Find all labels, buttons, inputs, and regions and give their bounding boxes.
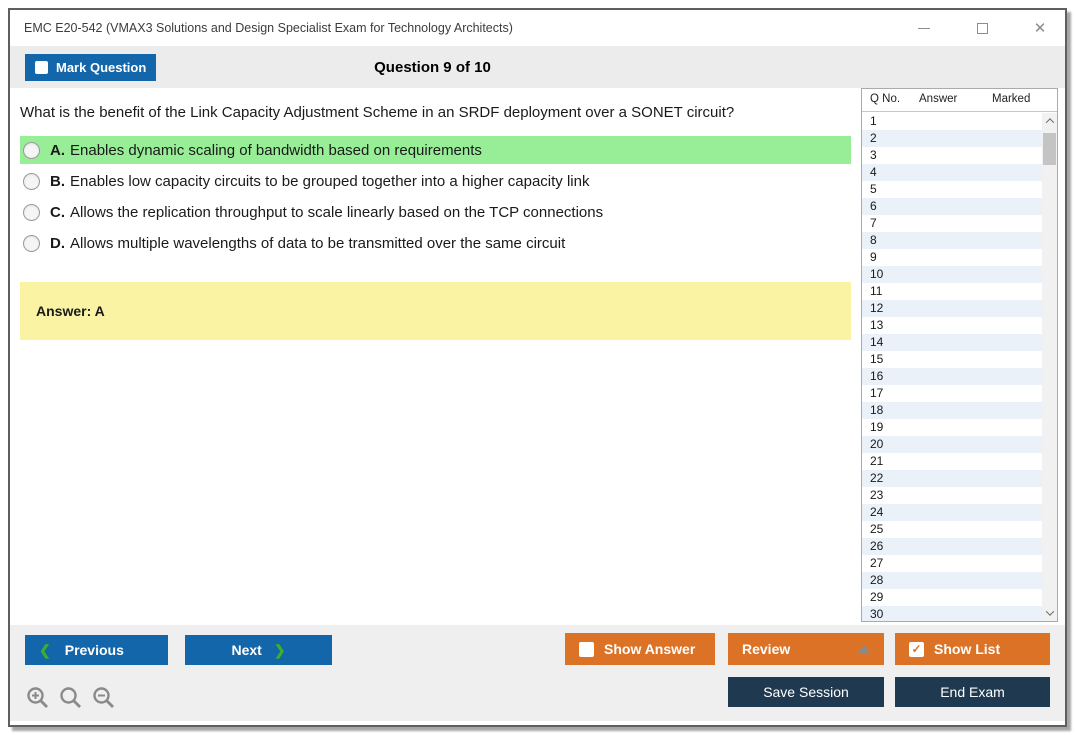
option-a-text: Enables dynamic scaling of bandwidth based on requirements: [70, 141, 482, 159]
window-title: EMC E20-542 (VMAX3 Solutions and Design Specialist Exam for Technology Architects): [24, 21, 513, 35]
question-list-row[interactable]: 11: [870, 284, 883, 298]
show-answer-checkbox[interactable]: [579, 642, 594, 657]
titlebar: [10, 10, 1065, 46]
app-window: [8, 8, 1067, 727]
close-button[interactable]: [1029, 17, 1051, 39]
question-list-row[interactable]: 23: [870, 488, 884, 502]
zoom-out-icon[interactable]: [91, 685, 117, 711]
triangle-up-icon: [858, 645, 870, 653]
show-list-button[interactable]: [895, 633, 1050, 665]
question-list-row[interactable]: 17: [870, 386, 884, 400]
question-list-row[interactable]: 10: [862, 266, 1042, 283]
option-d-text: Allows multiple wavelengths of data to be transmitted over the same circuit: [70, 234, 566, 252]
window-controls: [913, 10, 1051, 46]
minimize-icon: [918, 28, 930, 29]
question-list-row[interactable]: 27: [870, 556, 884, 570]
option-d-radio[interactable]: [23, 235, 40, 252]
option-c[interactable]: [20, 198, 851, 226]
previous-button[interactable]: [25, 635, 168, 665]
question-list-row[interactable]: 16: [862, 368, 1042, 385]
save-session-button[interactable]: [728, 677, 884, 707]
question-list-row[interactable]: 24: [862, 504, 1042, 521]
question-list-row[interactable]: 21: [870, 454, 884, 468]
question-list-body: [862, 113, 1042, 621]
review-label: Review: [742, 641, 791, 657]
column-header-marked: Marked: [992, 93, 1031, 105]
zoom-reset-icon[interactable]: [58, 685, 84, 711]
option-b-radio[interactable]: [23, 173, 40, 190]
mark-question-label: Mark Question: [56, 60, 147, 75]
scroll-down-button[interactable]: [1042, 605, 1057, 621]
question-list-scrollbar[interactable]: [1042, 113, 1057, 621]
question-list-header: [862, 89, 1057, 112]
question-list-row[interactable]: 14: [862, 334, 1042, 351]
minimize-button[interactable]: [913, 17, 935, 39]
review-button[interactable]: [728, 633, 884, 665]
show-list-checkbox[interactable]: [909, 642, 924, 657]
question-list-row[interactable]: 26: [862, 538, 1042, 555]
previous-label: Previous: [64, 642, 124, 658]
zoom-in-icon[interactable]: [25, 685, 51, 711]
option-d[interactable]: [20, 229, 851, 257]
option-a[interactable]: [20, 136, 851, 164]
question-list-row[interactable]: 28: [862, 572, 1042, 589]
question-list-row[interactable]: 9: [870, 250, 877, 264]
options-list: [20, 136, 851, 260]
question-list-row[interactable]: 5: [870, 182, 877, 196]
question-list-row[interactable]: 6: [862, 198, 1042, 215]
question-list-panel: [861, 88, 1058, 622]
question-list-row[interactable]: 13: [870, 318, 884, 332]
option-b-letter: B.: [50, 172, 65, 190]
option-c-radio[interactable]: [23, 204, 40, 221]
end-exam-button[interactable]: [895, 677, 1050, 707]
option-a-radio[interactable]: [23, 142, 40, 159]
question-list-row[interactable]: 25: [870, 522, 884, 536]
chevron-right-icon: ❯: [273, 641, 286, 658]
answer-box: [20, 282, 851, 340]
next-button[interactable]: [185, 635, 332, 665]
question-list-row[interactable]: 12: [862, 300, 1042, 317]
question-list-row[interactable]: 18: [862, 402, 1042, 419]
answer-text: Answer: A: [36, 303, 105, 319]
question-list-row[interactable]: 2: [862, 130, 1042, 147]
question-list-row[interactable]: 15: [870, 352, 884, 366]
question-list-row[interactable]: 3: [870, 148, 877, 162]
question-list-row[interactable]: 7: [870, 216, 877, 230]
option-c-letter: C.: [50, 203, 65, 221]
question-list-row[interactable]: 29: [870, 590, 884, 604]
column-header-answer: Answer: [919, 93, 958, 105]
chevron-up-icon: [1045, 118, 1053, 126]
question-list-row[interactable]: 4: [862, 164, 1042, 181]
next-label: Next: [231, 642, 262, 658]
maximize-button[interactable]: [971, 17, 993, 39]
footer: [10, 625, 1065, 721]
question-list-row[interactable]: 8: [862, 232, 1042, 249]
option-b-text: Enables low capacity circuits to be grouped together into a higher capacity link: [70, 172, 590, 190]
end-exam-label: End Exam: [940, 684, 1005, 700]
question-list-row[interactable]: 30: [862, 606, 1042, 621]
option-d-letter: D.: [50, 234, 65, 252]
option-c-text: Allows the replication throughput to scale linearly based on the TCP connections: [70, 203, 604, 221]
question-counter: Question 9 of 10: [374, 58, 491, 76]
zoom-controls: [25, 685, 117, 711]
option-b[interactable]: [20, 167, 851, 195]
chevron-down-icon: [1045, 607, 1053, 615]
show-answer-button[interactable]: [565, 633, 715, 665]
question-list-row[interactable]: 19: [870, 420, 884, 434]
save-session-label: Save Session: [763, 684, 849, 700]
option-a-letter: A.: [50, 141, 65, 159]
question-area: [10, 88, 1065, 625]
question-list-row[interactable]: 1: [870, 114, 877, 128]
show-answer-label: Show Answer: [604, 641, 696, 657]
scrollbar-thumb[interactable]: [1043, 133, 1056, 165]
question-list-row[interactable]: 20: [862, 436, 1042, 453]
chevron-left-icon: ❮: [39, 641, 51, 658]
question-list-row[interactable]: 22: [862, 470, 1042, 487]
close-icon: ✕: [1033, 19, 1047, 37]
scroll-up-button[interactable]: [1042, 113, 1057, 129]
question-text: What is the benefit of the Link Capacity Adjustment Scheme in an SRDF deployment over a SONET circuit?: [20, 104, 735, 121]
maximize-icon: [977, 23, 988, 34]
banner: [10, 46, 1065, 88]
show-list-label: Show List: [934, 641, 1001, 657]
check-icon: ✓: [911, 642, 922, 656]
column-header-qno: Q No.: [870, 93, 901, 105]
